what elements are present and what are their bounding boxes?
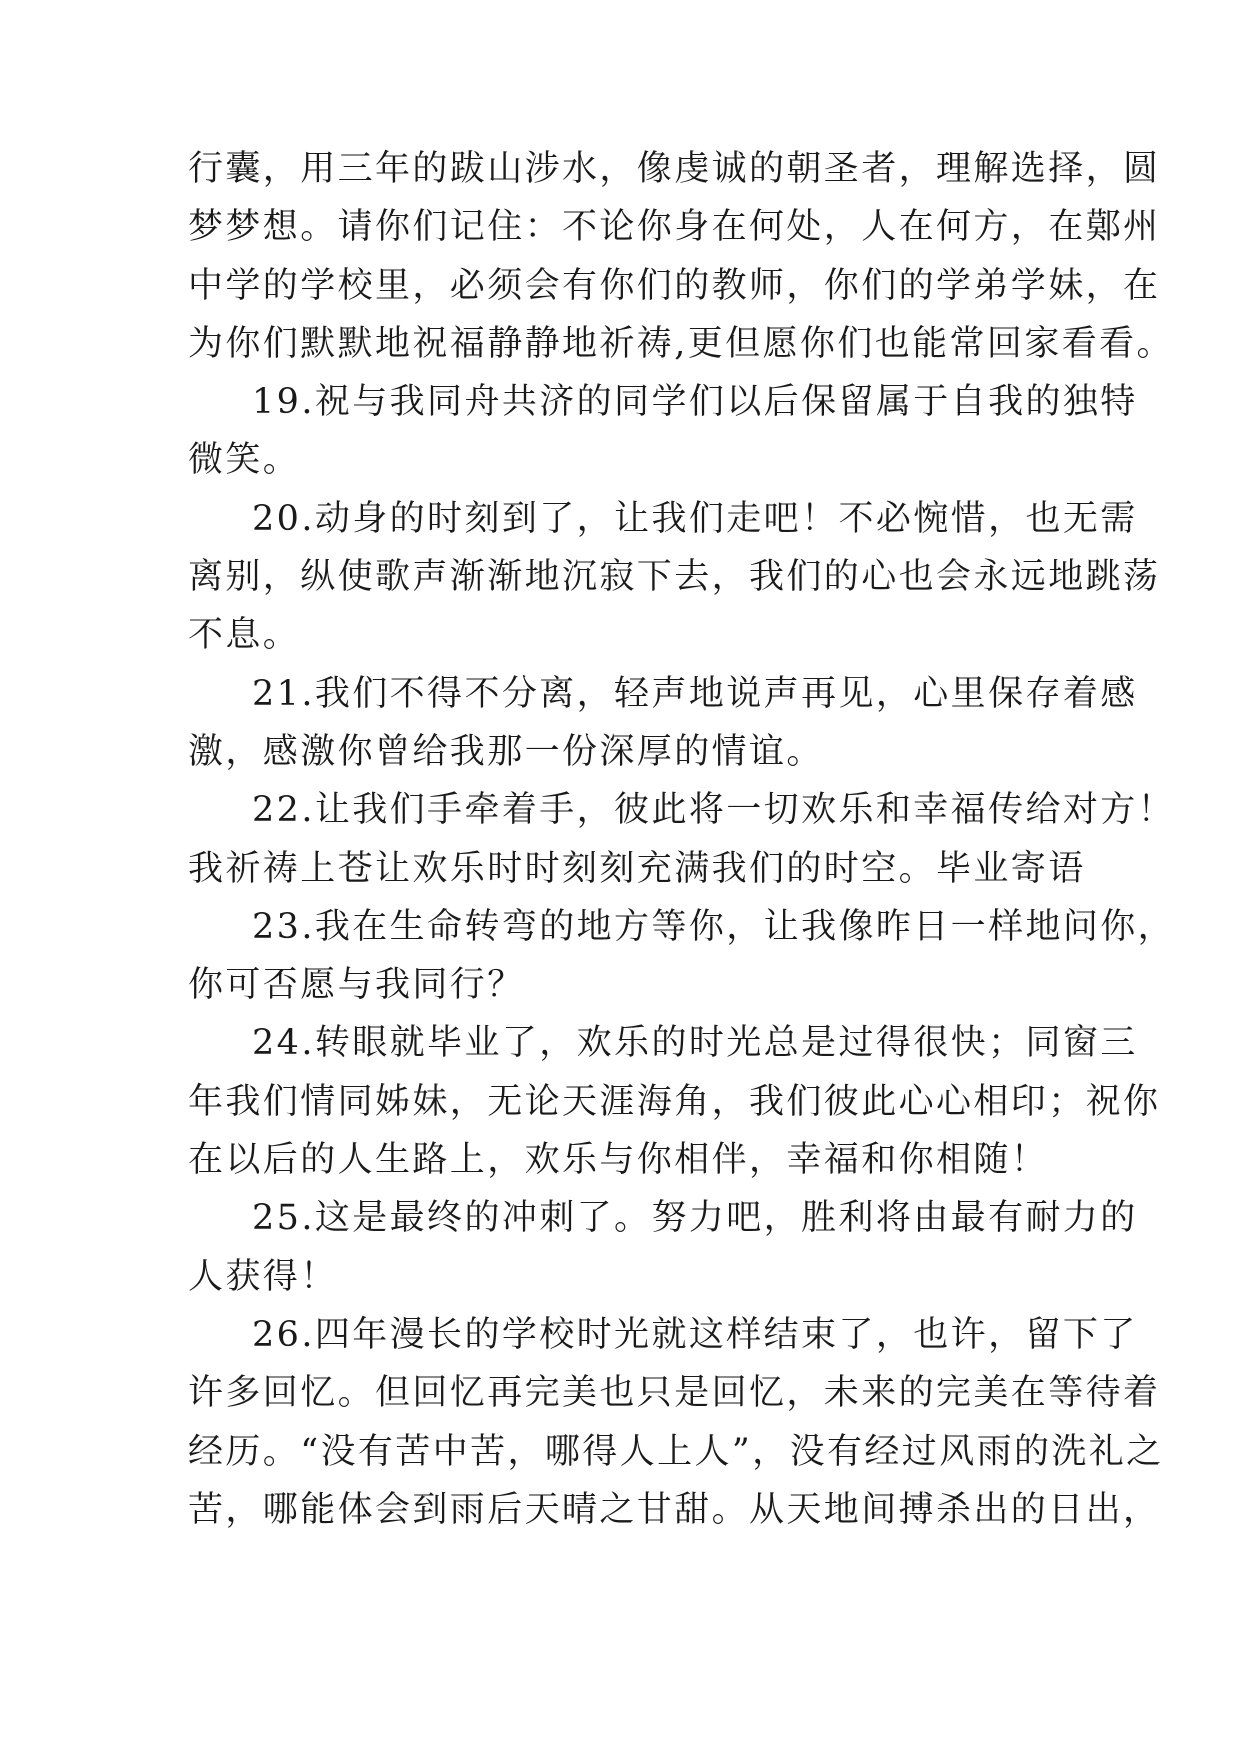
text-line: 我祈祷上苍让欢乐时时刻刻充满我们的时空。毕业寄语 [188,848,1086,889]
text-line: 梦梦想。请你们记住：不论你身在何处，人在何方，在鄚州 [188,207,1161,248]
text-line: 行囊，用三年的跋山涉水，像虔诚的朝圣者，理解选择，圆 [188,149,1161,189]
paragraph-first-line: 22.让我们手牵着手，彼此将一切欢乐和幸福传给对方！ [252,790,1176,831]
paragraph-first-line: 19.祝与我同舟共济的同学们以后保留属于自我的独特 [252,382,1138,423]
paragraph-first-line: 21.我们不得不分离，轻声地说声再见，心里保存着感 [252,673,1138,714]
text-line: 年我们情同姊妹，无论天涯海角，我们彼此心心相印；祝你 [188,1081,1161,1122]
text-line: 离别，纵使歌声渐渐地沉寂下去，我们的心也会永远地跳荡 [188,557,1161,598]
text-line: 苦，哪能体会到雨后天晴之甘甜。从天地间搏杀出的日出， [188,1489,1161,1530]
paragraph-first-line: 25.这是最终的冲刺了。努力吧，胜利将由最有耐力的 [252,1198,1138,1239]
paragraph-first-line: 23.我在生命转弯的地方等你，让我像昨日一样地问你， [252,906,1176,947]
text-line: 许多回忆。但回忆再完美也只是回忆，未来的完美在等待着 [188,1373,1161,1414]
paragraph-first-line: 24.转眼就毕业了，欢乐的时光总是过得很快；同窗三 [252,1023,1138,1064]
text-line: 在以后的人生路上，欢乐与你相伴，幸福和你相随！ [188,1140,1049,1181]
text-line: 经历。“没有苦中苦，哪得人上人”，没有经过风雨的洗礼之 [188,1431,1164,1472]
text-line: 中学的学校里，必须会有你们的教师，你们的学弟学妹，在 [188,265,1161,306]
text-line: 你可否愿与我同行？ [188,965,525,1006]
text-line: 微笑。 [188,440,301,481]
text-line: 激，感激你曾给我那一份深厚的情谊。 [188,731,824,772]
text-line: 人获得！ [188,1256,338,1297]
paragraph-first-line: 26.四年漫长的学校时光就这样结束了，也许，留下了 [252,1314,1138,1355]
body-text [188,140,1176,1539]
text-line: 为你们默默地祝福静静地祈祷,更但愿你们也能常回家看看。 [188,323,1174,364]
paragraph-first-line: 20.动身的时刻到了，让我们走吧！不必惋惜，也无需 [252,498,1138,539]
text-line: 不息。 [188,615,301,656]
